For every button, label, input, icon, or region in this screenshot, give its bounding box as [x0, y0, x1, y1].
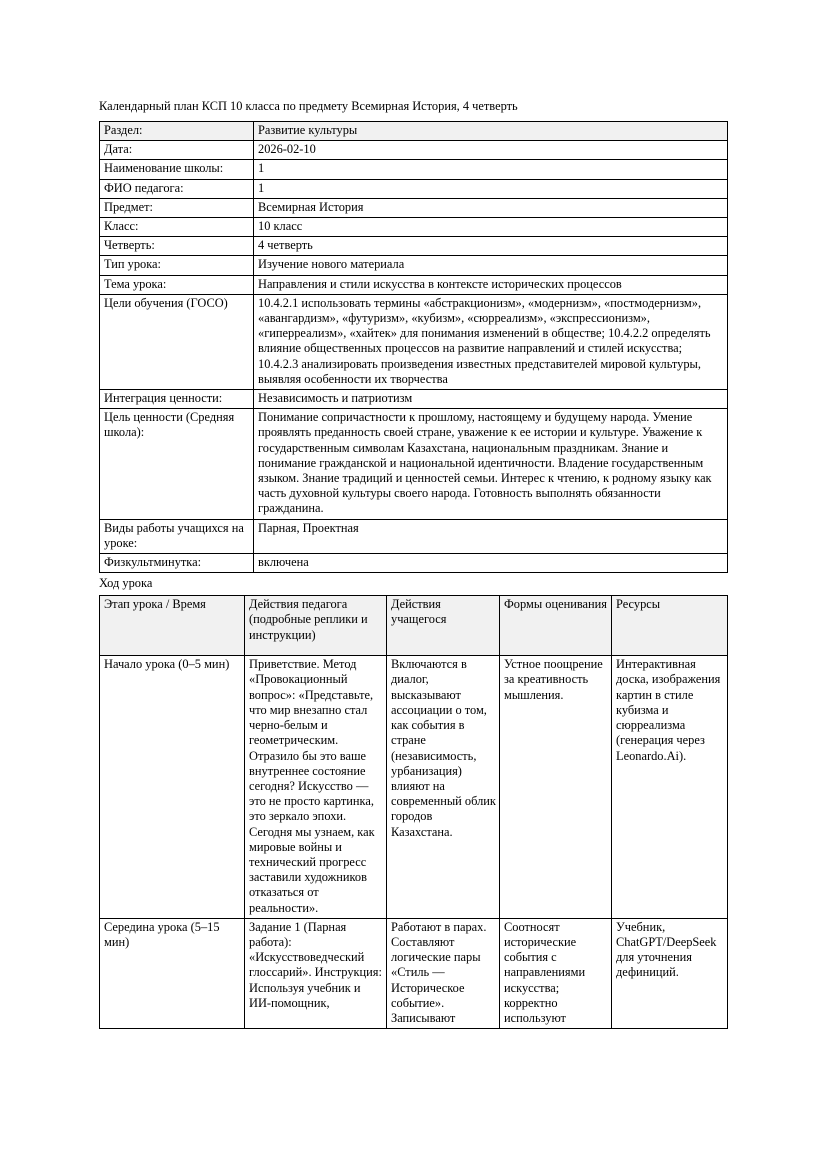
table-row — [100, 409, 728, 519]
lesson-flow-table-head — [100, 596, 728, 656]
info-row-label: Цели обучения (ГОСО) — [100, 294, 254, 389]
table-row — [100, 275, 728, 294]
info-row-label: Класс: — [100, 218, 254, 237]
info-row-label: ФИО педагога: — [100, 179, 254, 198]
info-row-value: Парная, Проектная — [254, 519, 728, 553]
info-row-label: Наименование школы: — [100, 160, 254, 179]
info-row-value: 1 — [254, 160, 728, 179]
info-row-label: Четверть: — [100, 237, 254, 256]
lesson-info-table — [99, 121, 728, 573]
info-row-value: Направления и стили искусства в контексте исторических процессов — [254, 275, 728, 294]
teacher-actions-cell: Задание 1 (Парная работа): «Искусствоведческий глоссарий». Инструкция: Используя учебник и ИИ-помощник, — [245, 918, 387, 1028]
lesson-flow-table-body — [100, 656, 728, 1029]
table-header-row — [100, 596, 728, 656]
info-row-value: 2026-02-10 — [254, 141, 728, 160]
table-row — [100, 918, 728, 1028]
table-row — [100, 554, 728, 573]
info-row-value: включена — [254, 554, 728, 573]
resources-cell: Интерактивная доска, изображения картин в стиле кубизма и сюрреализма (генерация через Leonardo.Ai). — [612, 656, 728, 918]
stage-cell: Середина урока (5–15 мин) — [100, 918, 245, 1028]
lesson-flow-table — [99, 595, 728, 1029]
info-row-label: Дата: — [100, 141, 254, 160]
column-header: Действия учащегося — [387, 596, 500, 656]
table-row — [100, 656, 728, 918]
resources-cell: Учебник, ChatGPT/DeepSeek для уточнения дефиниций. — [612, 918, 728, 1028]
table-row — [100, 519, 728, 553]
table-row — [100, 237, 728, 256]
info-row-value: 10.4.2.1 использовать термины «абстракционизм», «модернизм», «постмодернизм», «авангардизм», «футуризм», «кубизм», «сюрреализм», «экспрессионизм», «гиперреализм», «хайтек» для понимания изменений в обществе; 10.4.2.2 определять влияние общественных процессов на развитие направлений и стилей искусства; 10.4.2.3 анализировать произведения известных представителей мировой культуры, выявляя особенности их творчества — [254, 294, 728, 389]
info-row-value: 1 — [254, 179, 728, 198]
column-header: Ресурсы — [612, 596, 728, 656]
table-row — [100, 198, 728, 217]
table-row — [100, 160, 728, 179]
column-header: Действия педагога (подробные реплики и инструкции) — [245, 596, 387, 656]
info-row-value: Понимание сопричастности к прошлому, настоящему и будущему народа. Умение проявлять преданность своей стране, уважение к ее истории и культуре. Уважение к государственным символам Казахстана, национальным праздникам. Знание и понимание гражданской и национальной идентичности. Владение государственным языком. Знание традиций и ценностей семьи. Интерес к чтению, к родному языку как часть духовной культуры своего народа. Готовность выполнять обязанности гражданина. — [254, 409, 728, 519]
info-row-value: 4 четверть — [254, 237, 728, 256]
assessment-cell: Устное поощрение за креативность мышления. — [500, 656, 612, 918]
table-row — [100, 390, 728, 409]
page-title: Календарный план КСП 10 класса по предмету Всемирная История, 4 четверть — [99, 99, 518, 113]
table-row — [100, 141, 728, 160]
info-row-value: Всемирная История — [254, 198, 728, 217]
table-row — [100, 294, 728, 389]
info-row-label: Раздел: — [100, 122, 254, 141]
table-row — [100, 179, 728, 198]
info-row-label: Интеграция ценности: — [100, 390, 254, 409]
stage-cell: Начало урока (0–5 мин) — [100, 656, 245, 918]
table-row — [100, 122, 728, 141]
column-header: Этап урока / Время — [100, 596, 245, 656]
info-row-label: Предмет: — [100, 198, 254, 217]
info-row-value: Развитие культуры — [254, 122, 728, 141]
assessment-cell: Соотносят исторические события с направлениями искусства; корректно используют — [500, 918, 612, 1028]
info-row-label: Тема урока: — [100, 275, 254, 294]
info-row-label: Цель ценности (Средняя школа): — [100, 409, 254, 519]
teacher-actions-cell: Приветствие. Метод «Провокационный вопрос»: «Представьте, что мир внезапно стал черно-белым и геометрическим. Отразило бы это ваше внутреннее состояние сегодня? Искусство — это не просто картинка, это зеркало эпохи. Сегодня мы узнаем, как мировые войны и технический прогресс заставили художников отказаться от реальности». — [245, 656, 387, 918]
info-row-value: Независимость и патриотизм — [254, 390, 728, 409]
lesson-flow-label: Ход урока — [99, 576, 153, 591]
table-row — [100, 218, 728, 237]
student-actions-cell: Работают в парах. Составляют логические пары «Стиль — Историческое событие». Записывают — [387, 918, 500, 1028]
info-row-value: 10 класс — [254, 218, 728, 237]
column-header: Формы оценивания — [500, 596, 612, 656]
student-actions-cell: Включаются в диалог, высказывают ассоциации о том, как события в стране (независимость, урбанизация) влияют на современный облик городов Казахстана. — [387, 656, 500, 918]
info-row-label: Тип урока: — [100, 256, 254, 275]
info-row-label: Физкультминутка: — [100, 554, 254, 573]
info-row-value: Изучение нового материала — [254, 256, 728, 275]
lesson-info-table-body — [100, 122, 728, 573]
info-row-label: Виды работы учащихся на уроке: — [100, 519, 254, 553]
table-row — [100, 256, 728, 275]
